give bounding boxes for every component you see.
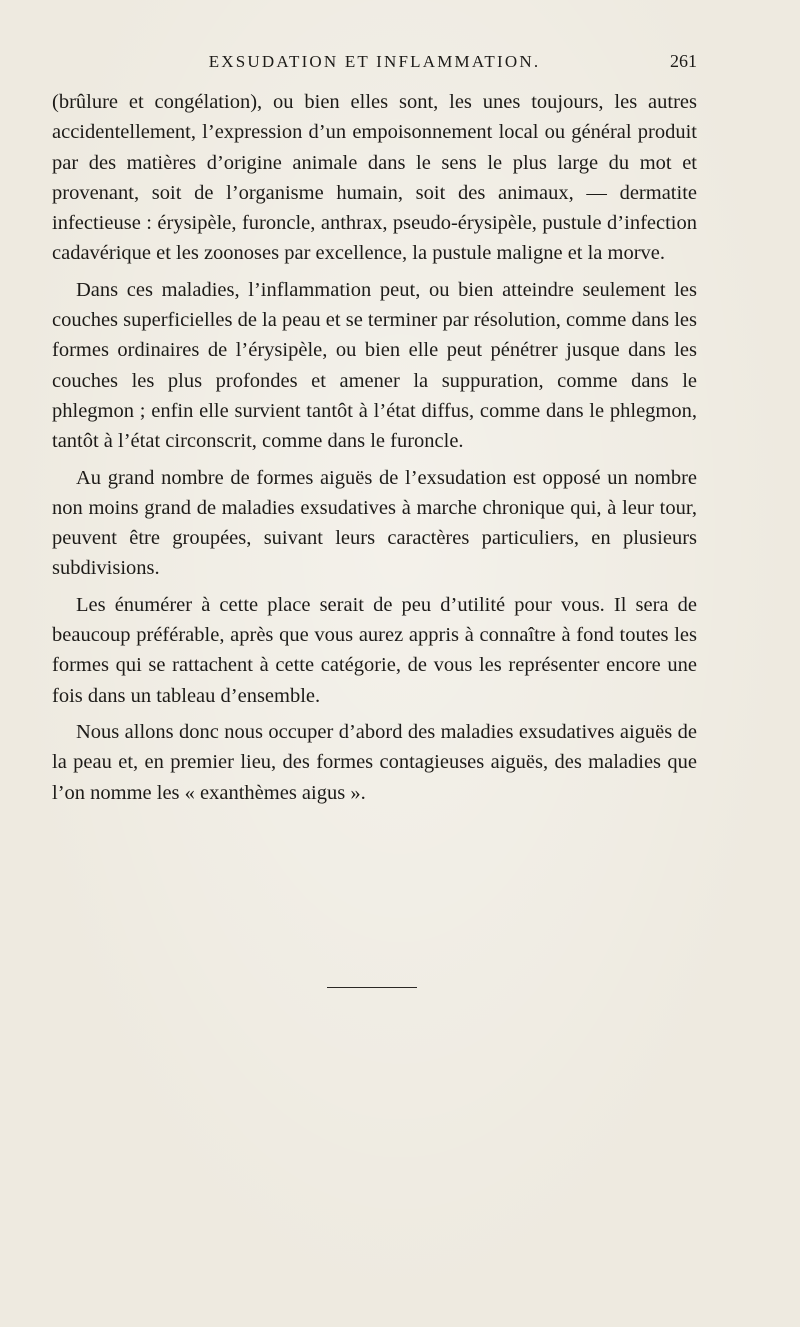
page-number: 261	[670, 51, 697, 71]
running-title: EXSUDATION ET INFLAMMATION.	[208, 52, 541, 71]
paragraph-2: Dans ces maladies, l’inflammation peut, ou bien atteindre seulement les couches superficielles de la peau et se terminer par résolution, comme dans les formes ordinaires de l’érysipèle, ou bien elle peut pénétrer jusque dans les couches les plus profondes et amener la suppuration, comme dans le phlegmon ; enfin elle survient tantôt à l’état diffus, comme dans le phlegmon, tantôt à l’état circonscrit, comme dans le furoncle.	[52, 278, 697, 453]
section-divider	[327, 987, 417, 988]
paragraph-1: (brûlure et congélation), ou bien elles sont, les unes toujours, les autres accidentellement, l’expression d’un empoisonnement local ou général produit par des matières d’origine animale dans le sens le plus large du mot et provenant, soit de l’organisme humain, soit des animaux, — dermatite infectieuse : érysipèle, furoncle, anthrax, pseudo-érysipèle, pustule d’infection cadavérique et les zoonoses par excellence, la pustule maligne et la morve.	[52, 91, 697, 265]
body-text	[52, 87, 697, 814]
running-header	[52, 50, 697, 74]
paragraph-5: Nous allons donc nous occuper d’abord des maladies exsudatives aiguës de la peau et, en premier lieu, des formes contagieuses aiguës, des maladies que l’on nomme les « exanthèmes aigus ».	[52, 720, 697, 804]
paragraph-4: Les énumérer à cette place serait de peu d’utilité pour vous. Il sera de beaucoup préférable, après que vous aurez appris à connaître à fond toutes les formes qui se rattachent à cette catégorie, de vous les représenter encore une fois dans un tableau d’ensemble.	[52, 593, 697, 707]
paragraph-3: Au grand nombre de formes aiguës de l’exsudation est opposé un nombre non moins grand de maladies exsudatives à marche chronique qui, à leur tour, peuvent être groupées, suivant leurs caractères particuliers, en plusieurs subdivisions.	[52, 466, 697, 580]
